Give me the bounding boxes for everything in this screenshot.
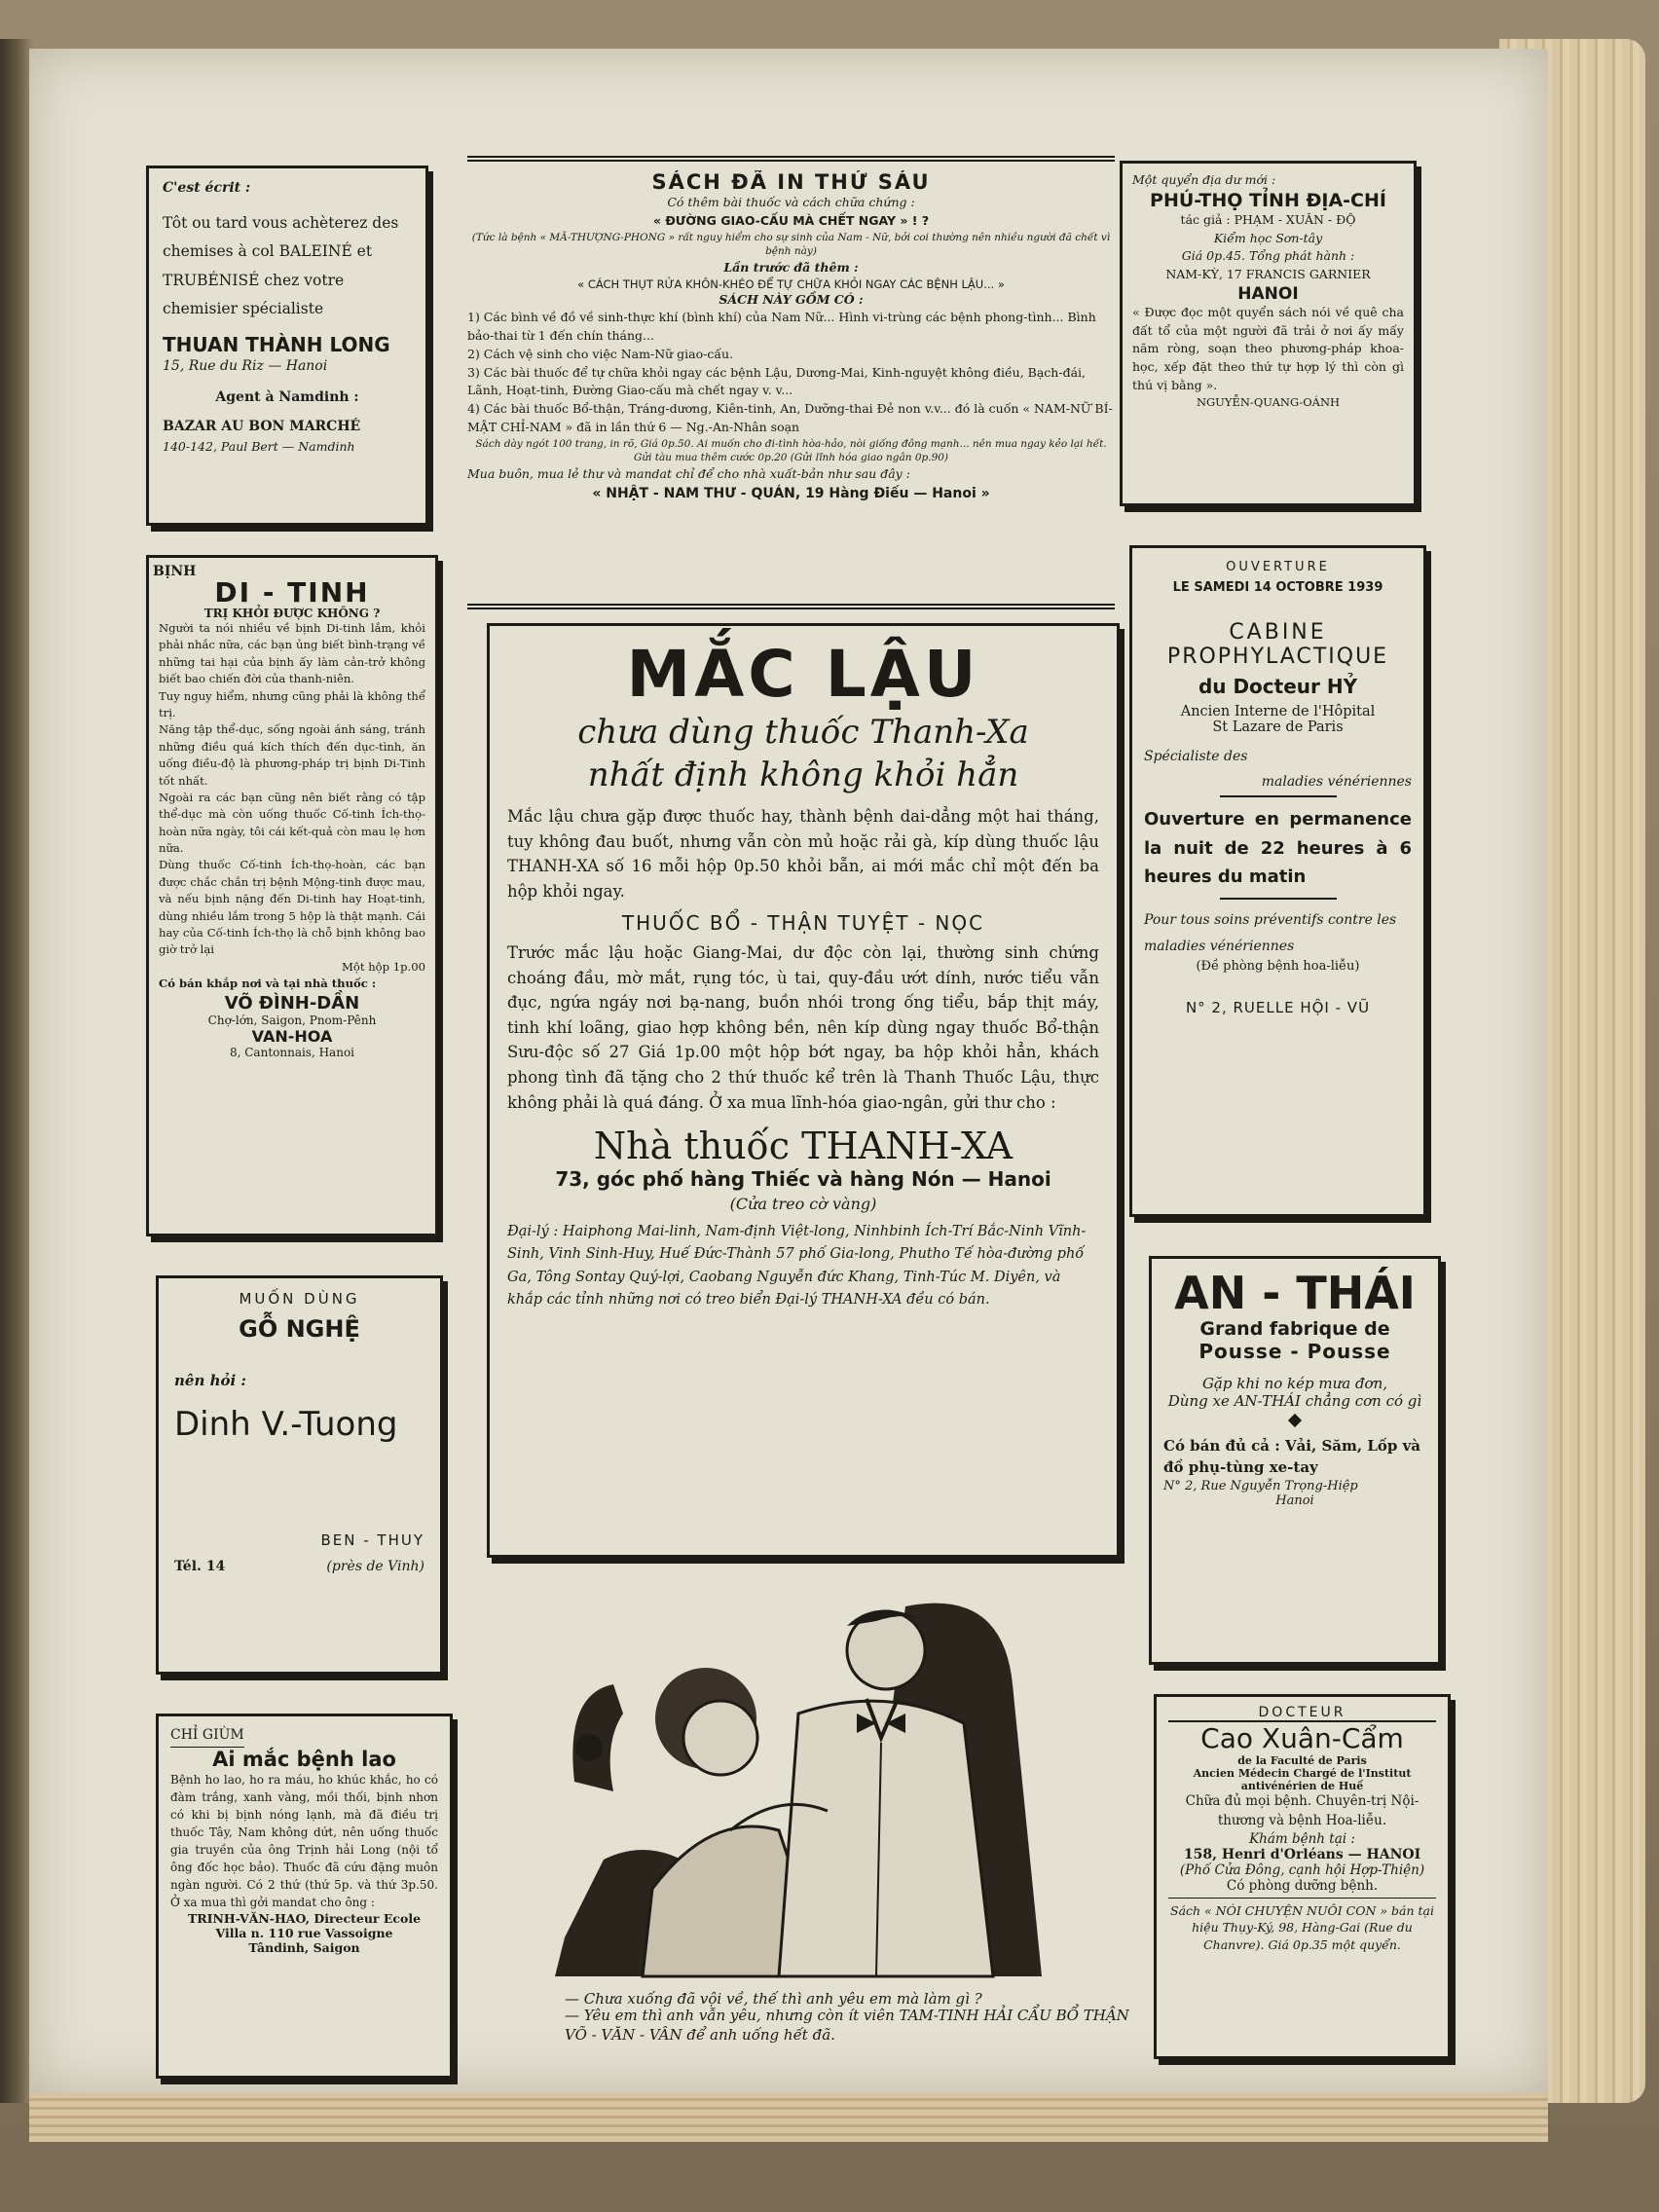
- book-author-role: Kiểm học Sơn-tây: [1213, 230, 1323, 245]
- book-binding: [0, 39, 33, 2103]
- ad-paragraph: Trước mắc lậu hoặc Giang-Mai, dư độc còn lại, thường sinh chứng choáng đầu, mờ mắt, rụng tóc, ù tai, quy-đầu ướt dính, nước tiểu vẫn đục, ngứa ngáy nơi bạ-nang, buồn nhói trong ống tiểu, bắp thịt máy, tinh khí loãng, giao hợp không bền, nên kíp dùng ngay thuốc Bổ-thận Sưu-độc số 27 Giá 1p.00 một hộp bớt ngay, ba hộp khỏi hẳn, khách phong tình đã tặng cho 2 thứ thuốc kể trên là Thanh Thuốc Lậu, thực không phải là quá đáng. Ở xa mua lĩnh-hóa giao-ngân, gửi thư cho :: [507, 943, 1099, 1112]
- ad-slogan: chưa dùng thuốc Thanh-Xa: [577, 712, 1029, 752]
- cabine-line: Ancien Interne de l'Hôpital: [1180, 704, 1376, 719]
- cabine-address: N° 2, RUELLE HỘI - VŨ: [1185, 999, 1371, 1017]
- cabine-title-2: PROPHYLACTIQUE: [1166, 645, 1389, 669]
- sach-item: 1) Các bình về đồ về sinh-thực khí (bình khí) của Nam Nữ... Hình vi-trùng các bệnh phong-tình... Bình bảo-thai từ 1 đến chín tháng...: [467, 310, 1096, 344]
- newspaper-page: [29, 49, 1548, 2093]
- cabine-line: Spécialiste des: [1144, 749, 1248, 764]
- cabine-date: LE SAMEDI 14 OCTOBRE 1939: [1172, 580, 1383, 595]
- cartoon-caption-2: — Yêu em thì anh vẫn yêu, nhưng còn ít viên TAM-TINH HẢI CẨU BỔ THẬN VÕ - VĂN - VÂN để anh uống hết đã.: [565, 2007, 1129, 2045]
- cabine-line: maladies vénériennes: [1261, 774, 1412, 790]
- sach-line: Có thêm bài thuốc và cách chữa chứng :: [667, 195, 915, 209]
- agents-list: Đại-lý : Haiphong Mai-linh, Nam-định Việt-long, Ninhbinh Ích-Trí Bắc-Ninh Vĩnh-Sinh, Vinh Sinh-Huy, Huế Đức-Thành 57 phố Gia-long, Phutho Tế hòa-đường phố Ga, Tông Sontay Quý-lợi, Caobang Nguyễn đức Khang, Tinh-Túc M. Diyên, và khắp các tỉnh những nơi có treo biển Đại-lý THANH-XA đều có bán.: [507, 1224, 1087, 1308]
- ad-place: BEN - THUY: [320, 1531, 424, 1549]
- cabine-doctor: du Docteur HỶ: [1198, 675, 1358, 698]
- ad-mac-lau-thanh-xa: [487, 623, 1120, 1558]
- ad-near: (près de Vinh): [326, 1559, 424, 1574]
- ad-sold-label: Có bán khắp nơi và tại nhà thuốc :: [159, 977, 377, 991]
- shop-cities: Chợ-lớn, Saigon, Pnom-Pênh: [207, 1013, 377, 1027]
- cabine-hours: Ouverture en permanence la nuit de 22 heures à 6 heures du matin: [1144, 809, 1412, 888]
- ad-title: AN - THÁI: [1174, 1267, 1416, 1319]
- ad-head: CHỈ GIÙM: [170, 1725, 244, 1748]
- agent-label: Agent à Namdinh :: [215, 389, 359, 406]
- cabine-care: Pour tous soins préventifs contre les maladies vénériennes: [1144, 912, 1397, 954]
- ad-cabine-prophylactique: [1129, 545, 1426, 1217]
- shop-address: 73, góc phố hàng Thiếc và hàng Nón — Hanoi: [555, 1167, 1051, 1192]
- ad-paragraph: Năng tập thể-dục, sống ngoài ánh sáng, tránh những điều quá kích thích đến dục-tình, ăn uống điều-độ là phương-pháp trị bịnh Di-Tinh tốt nhất.: [159, 722, 425, 788]
- ad-paragraph: Tuy nguy hiểm, nhưng cũng phải là không thể trị.: [159, 688, 425, 719]
- cabine-line: St Lazare de Paris: [1212, 719, 1344, 735]
- shop-name: VÕ ĐÌNH-DẦN: [224, 992, 360, 1014]
- bottom-rule: [467, 604, 1115, 609]
- cartoon-illustration: [535, 1567, 1120, 2008]
- book-quote-author: NGUYỄN-QUANG-OÁNH: [1196, 394, 1341, 409]
- ad-thuan-thanh-long: [146, 166, 428, 526]
- book-quote: « Được đọc một quyển sách nói về quê cha đất tổ của một người đã trải ở nơi ấy mấy năm ròng, soạn theo phương-pháp khoa-học, xếp đặt theo thứ tự hợp lý thì còn gì thú vị bằng ».: [1132, 304, 1404, 392]
- ad-verse: Dùng xe AN-THÁI chẳng cơn có gì: [1167, 1391, 1422, 1410]
- ad-paragraph: Dùng thuốc Cố-tinh Ích-thọ-hoàn, các bạn được chắc chắn trị bệnh Mộng-tinh được mau, và nếu bịnh nặng đến Di-tinh hay Hoạt-tinh, dùng nhiều lắm trong 5 hộp là thật mạnh. Cái hay của Cố-tinh Ích-thọ là chỗ bịnh không bao giờ trở lại: [159, 858, 425, 957]
- book-address: NAM-KỲ, 17 FRANCIS GARNIER: [1165, 267, 1371, 281]
- shop-name: Nhà thuốc THANH-XA: [593, 1124, 1014, 1168]
- sach-item: 2) Cách vệ sinh cho việc Nam-Nữ giao-cấu.: [467, 346, 734, 361]
- ad-line: nên hỏi :: [174, 1372, 246, 1389]
- doctor-line: Ancien Médecin Chargé de l'Institut antivénérien de Huế: [1193, 1767, 1412, 1793]
- doctor-address-note: (Phố Cửa Đông, cạnh hội Hợp-Thiện): [1179, 1862, 1425, 1878]
- ad-di-tinh: [146, 555, 438, 1236]
- shop-name: THUAN THÀNH LONG: [163, 333, 390, 357]
- doctor-name: Cao Xuân-Cẩm: [1200, 1722, 1404, 1754]
- bazar-address: 140-142, Paul Bert — Namdinh: [163, 438, 355, 454]
- sach-title: SÁCH ĐÃ IN THỨ SÁU: [651, 170, 931, 194]
- sach-note: (Tức là bệnh « MÃ-THƯỢNG-PHONG » rất nguy hiểm cho sự sinh của Nam - Nữ, bởi coi thường nên nhiều người đã chết vì bệnh này): [471, 231, 1111, 258]
- ad-verse: Gặp khi no kép mưa đơn,: [1201, 1374, 1388, 1392]
- ad-line: MUỐN DÙNG: [239, 1290, 360, 1308]
- ad-subtitle: TRỊ KHỎI ĐƯỢC KHÔNG ?: [203, 607, 381, 620]
- contact-address: Villa n. 110 rue Vassoigne: [215, 1925, 393, 1940]
- sach-small: Sách dày ngót 100 trang, in rõ, Giá 0p.50. Ai muốn cho đi-tình hòa-hảo, nòi giống đông mạnh... nên mua ngay kẻo lại hết. Gửi tàu mua thêm cước 0p.20 (Gửi lĩnh hóa giao ngân 0p.90): [475, 437, 1107, 464]
- ad-sach-nam-nu: [467, 170, 1115, 647]
- ad-phone: Tél. 14: [174, 1559, 226, 1574]
- shop-flag-note: (Cửa treo cờ vàng): [729, 1195, 877, 1214]
- ad-line: Grand fabrique de: [1199, 1317, 1390, 1340]
- ad-product: GỖ NGHỆ: [239, 1315, 360, 1343]
- sach-publisher: « NHẬT - NAM THƯ - QUÁN, 19 Hàng Điếu — Hanoi »: [592, 485, 990, 501]
- doctor-line: de la Faculté de Paris: [1237, 1754, 1367, 1767]
- sach-line: « CÁCH THỤT RỬA KHÔN-KHÉO ĐỂ TỰ CHỮA KHỎI NGAY CÁC BỆNH LẬU... »: [577, 276, 1005, 291]
- book-author: tác giả : PHẠM - XUÂN - ĐỘ: [1180, 211, 1356, 227]
- ad-sold: Có bán đủ cả : Vải, Săm, Lốp và đồ phụ-tùng xe-tay: [1163, 1436, 1421, 1477]
- ad-title: DI - TINH: [214, 576, 370, 608]
- sach-line: Lần trước đã thêm :: [723, 259, 859, 275]
- ad-subtitle: THUỐC BỔ - THẬN TUYỆT - NỌC: [621, 911, 985, 936]
- sach-mua: Mua buôn, mua lẻ thư và mandat chỉ để cho nhà xuất-bản như sau đây :: [467, 466, 910, 481]
- ad-phu-tho-dia-chi: [1120, 161, 1417, 506]
- doctor-line: Có phòng dưỡng bệnh.: [1168, 1878, 1436, 1899]
- book-city: HANOI: [1237, 283, 1299, 304]
- doctor-address: 158, Henri d'Orléans — HANOI: [1183, 1846, 1421, 1862]
- contact-city: Tândinh, Saigon: [248, 1939, 360, 1955]
- shop-address: 8, Cantonnais, Hanoi: [229, 1045, 355, 1059]
- bazar-name: BAZAR AU BON MARCHÉ: [163, 418, 361, 434]
- ad-paragraph: Mắc lậu chưa gặp được thuốc hay, thành bệnh dai-dẳng một hai tháng, tuy không đau buốt, nhưng vẫn còn mủ hoặc rải gà, kíp dùng thuốc lậu THANH-XA số 16 mỗi hộp 0p.50 khỏi bẵn, ai mới mắc chỉ một đến ba hộp khỏi ngay.: [507, 806, 1099, 901]
- ad-paragraph: Ngoài ra các bạn cũng nên biết rằng có tập thể-dục mà còn uống thuốc Cố-tinh Ích-thọ-hoàn nữa ngày, tôi cái kết-quả còn mau lẹ hơn nữa.: [159, 790, 425, 856]
- ad-an-thai: [1149, 1256, 1441, 1665]
- diamond-ornament: [1288, 1414, 1302, 1427]
- cabine-line: OUVERTURE: [1226, 560, 1330, 574]
- book-title: PHÚ-THỌ TỈNH ĐỊA-CHÍ: [1150, 189, 1386, 211]
- shop-name-2: VAN-HOA: [251, 1026, 333, 1046]
- ad-top-word: BỊNH: [153, 564, 197, 579]
- doctor-specialty: Chữa đủ mọi bệnh. Chuyên-trị Nội-thương và bệnh Hoa-liễu.: [1185, 1793, 1419, 1828]
- ad-go-nghe: [156, 1275, 443, 1675]
- ad-city: Hanoi: [1275, 1493, 1314, 1508]
- ad-head: C'est écrit :: [163, 180, 251, 196]
- top-rule: [467, 156, 1115, 162]
- ad-body: Tôt ou tard vous achèterez des chemises à col BALEINÉ et TRUBÉNISÉ chez votre chemisier spécialiste: [163, 213, 399, 317]
- divider: [1220, 795, 1337, 797]
- sach-line: « ĐƯỜNG GIAO-CẤU MÀ CHẾT NGAY » ! ?: [652, 212, 930, 228]
- ad-title: Ai mắc bệnh lao: [212, 1747, 396, 1771]
- sach-line: SÁCH NÀY GỒM CÓ :: [719, 291, 864, 307]
- divider: [1220, 898, 1337, 900]
- ad-paragraph: Người ta nói nhiều về bịnh Di-tinh lắm, khỏi phải nhắc nữa, các bạn ủng biết bình-trạng về những tai hại của bịnh ấy làm cản-trở không biết bao chiến đời của thanh-niên.: [159, 621, 425, 686]
- ad-product: Pousse - Pousse: [1198, 1339, 1391, 1363]
- ad-head: Một quyển địa dư mới :: [1132, 172, 1276, 187]
- contact-name: TRINH-VĂN-HAO, Directeur Ecole: [187, 1910, 422, 1926]
- cartoon-couple-drawing: [535, 1567, 1120, 1986]
- book-price: Giá 0p.45. Tổng phát hành :: [1181, 248, 1355, 264]
- ad-address: N° 2, Rue Nguyễn Trọng-Hiệp: [1163, 1478, 1358, 1493]
- ad-title: MẮC LẬU: [626, 637, 980, 712]
- shop-address: 15, Rue du Riz — Hanoi: [163, 358, 328, 375]
- doctor-line: Khám bệnh tại :: [1249, 1830, 1355, 1847]
- ad-name: Dinh V.-Tuong: [174, 1405, 398, 1444]
- cabine-title: CABINE: [1229, 620, 1327, 645]
- sach-item: 3) Các bài thuốc để tự chữa khỏi ngay các bệnh Lậu, Dương-Mai, Kinh-nguyệt không điều, Bạch-đái, Lãnh, Hoạt-tinh, Đường Giao-cấu mà chết ngay v. v...: [467, 364, 1087, 398]
- ad-slogan: nhất định không khỏi hẳn: [587, 755, 1019, 794]
- doctor-label: DOCTEUR: [1168, 1705, 1436, 1722]
- ad-benh-lao: [156, 1714, 453, 2079]
- ad-body: Bệnh ho lao, ho ra máu, ho khúc khắc, ho có đàm trắng, xanh vàng, mồi thối, bịnh nhơn có khi bị bịnh nóng lạnh, mà đã điều trị thuốc Tây, Nam không dứt, nên uống thuốc gia truyền của ông Trịnh hải Long (nội tổ ông đốc học bảo). Thuốc đã cứu đặng muôn ngàn người. Có 2 thứ (thứ 5p. và thứ 3p.50. Ở xa mua thì gởi mandat cho ông :: [170, 1772, 438, 1909]
- sach-item: 4) Các bài thuốc Bổ-thận, Tráng-dương, Kiên-tinh, An, Dưỡng-thai Đẻ non v.v... đó là cuốn « NAM-NỮ BÍ-MẬT CHỈ-NAM » đã in lần thứ 6 — Ng.-An-Nhân soạn: [467, 401, 1113, 434]
- doctor-book: Sách « NÓI CHUYỆN NUÔI CON » bán tại hiệu Thụy-Ký, 98, Hàng-Gai (Rue du Chanvre). Giá 0p.35 một quyển.: [1170, 1902, 1434, 1952]
- cartoon-caption-1: — Chưa xuống đã vội về, thế thì anh yêu em mà làm gì ?: [565, 1990, 982, 2008]
- ad-docteur-cao-xuan-cam: [1154, 1694, 1451, 2059]
- ad-price: Một hộp 1p.00: [342, 959, 425, 974]
- cabine-care-vi: (Đề phòng bệnh hoa-liễu): [1196, 959, 1360, 975]
